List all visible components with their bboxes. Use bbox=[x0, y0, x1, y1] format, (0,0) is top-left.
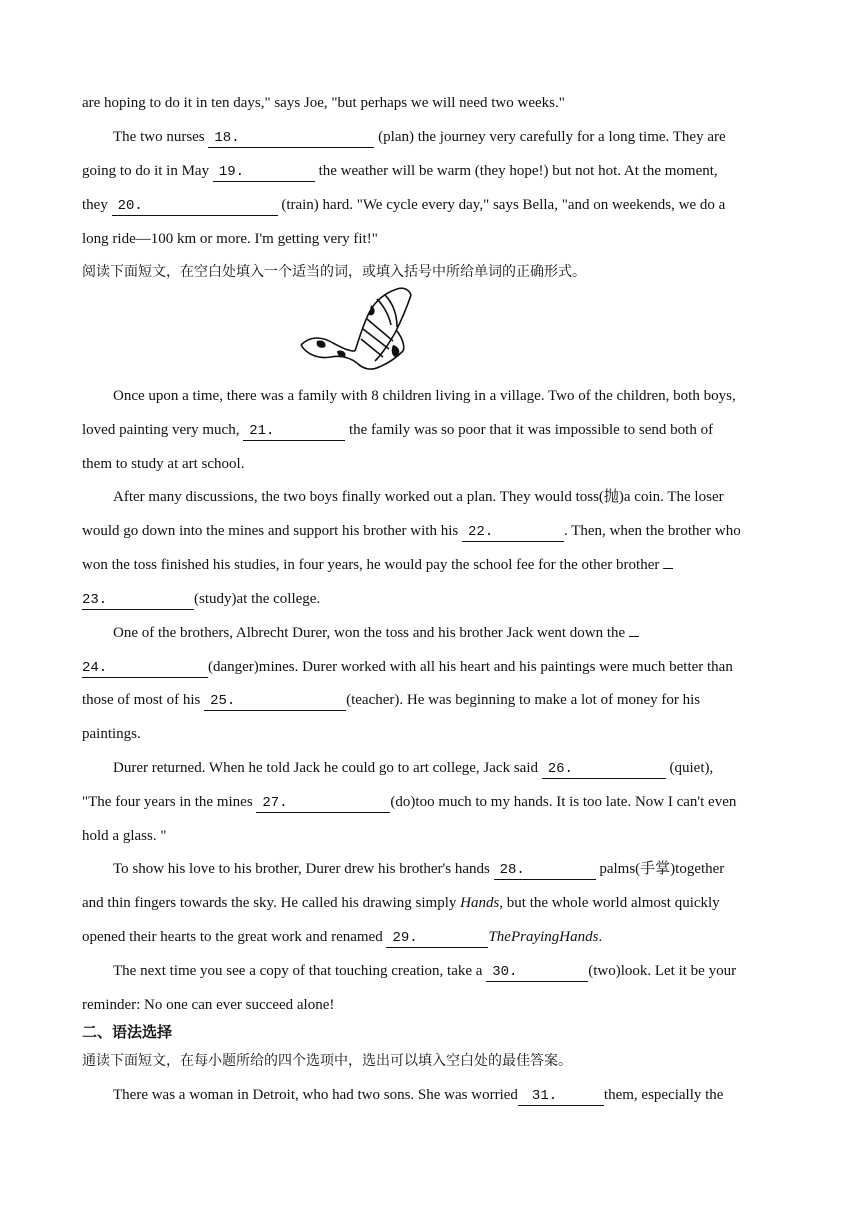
blank-23[interactable]: 23. bbox=[82, 591, 194, 610]
text: won the toss finished his studies, in four years, he would pay the school fee for the other brother bbox=[82, 557, 664, 573]
text: those of most of his bbox=[82, 692, 205, 708]
blank-28[interactable]: 28. bbox=[494, 861, 596, 880]
text: hold a glass. " bbox=[82, 828, 167, 844]
blank-22[interactable]: 22. bbox=[462, 523, 564, 542]
text: To show his love to his brother, Durer drew his brother's hands bbox=[113, 861, 494, 877]
text: loved painting very much, bbox=[82, 422, 244, 438]
blank-20[interactable]: 20. bbox=[112, 197, 278, 216]
text: the family was so poor that it was impossible to send both of bbox=[345, 422, 714, 438]
text: (plan) the journey very carefully for a long time. They are bbox=[374, 129, 726, 145]
italic-title: Hands bbox=[460, 895, 500, 911]
blank-23-start bbox=[663, 568, 673, 569]
text-line bbox=[113, 127, 726, 148]
text: One of the brothers, Albrecht Durer, won the toss and his brother Jack went down the bbox=[113, 625, 629, 641]
text: opened their hearts to the great work and renamed bbox=[82, 929, 387, 945]
text: , but the whole world almost quickly bbox=[499, 895, 720, 911]
text: Durer returned. When he told Jack he could go to art college, Jack said bbox=[113, 760, 542, 776]
text-line bbox=[113, 961, 736, 982]
instruction-text bbox=[82, 1051, 572, 1071]
text-line bbox=[82, 792, 736, 813]
text-line bbox=[82, 161, 718, 182]
text: palms(手掌)together bbox=[595, 861, 725, 877]
blank-24-start bbox=[629, 636, 639, 637]
blank-29[interactable]: 29. bbox=[386, 929, 488, 948]
text: . bbox=[598, 929, 603, 945]
blank-19[interactable]: 19. bbox=[213, 163, 315, 182]
text-line bbox=[82, 690, 700, 711]
text-line bbox=[82, 195, 725, 216]
text-line bbox=[82, 420, 713, 441]
text-line bbox=[82, 657, 733, 678]
text: 通读下面短文，在每小题所给的四个选项中，选出可以填入空白处的最佳答案。 bbox=[82, 1053, 572, 1069]
text-line bbox=[82, 229, 378, 249]
text-line bbox=[113, 623, 639, 643]
text-line bbox=[82, 927, 602, 948]
text: and thin fingers towards the sky. He called his drawing simply bbox=[82, 895, 461, 911]
text-line bbox=[82, 555, 673, 575]
section-heading bbox=[82, 1022, 172, 1042]
text: paintings. bbox=[82, 726, 141, 742]
text: (do)too much to my hands. It is too late. Now I can't even bbox=[390, 794, 737, 810]
text: going to do it in May bbox=[82, 163, 213, 179]
text-line bbox=[82, 995, 334, 1015]
blank-18[interactable]: 18. bbox=[208, 129, 374, 148]
text: would go down into the mines and support his brother with his bbox=[82, 523, 462, 539]
text: reminder: No one can ever succeed alone! bbox=[82, 997, 335, 1013]
blank-26[interactable]: 26. bbox=[542, 760, 666, 779]
text: (quiet), bbox=[665, 760, 714, 776]
text: The two nurses bbox=[113, 129, 209, 145]
text-line bbox=[82, 589, 320, 610]
text: them to study at art school. bbox=[82, 456, 245, 472]
text: Once upon a time, there was a family with 8 children living in a village. Two of the children, both boys, bbox=[113, 388, 736, 404]
text: "The four years in the mines bbox=[82, 794, 257, 810]
text-line bbox=[113, 487, 724, 507]
text: The next time you see a copy of that touching creation, take a bbox=[113, 963, 487, 979]
text-line bbox=[113, 859, 724, 880]
text: 阅读下面短文，在空白处填入一个适当的词，或填入括号中所给单词的正确形式。 bbox=[82, 264, 586, 280]
italic-title: ThePrayingHands bbox=[488, 929, 599, 945]
text: them, especially the bbox=[603, 1087, 724, 1103]
blank-25[interactable]: 25. bbox=[204, 692, 346, 711]
text: the weather will be warm (they hope!) but not hot. At the moment, bbox=[314, 163, 718, 179]
text-line bbox=[113, 1085, 723, 1106]
text: (danger)mines. Durer worked with all his heart and his paintings were much better than bbox=[208, 659, 733, 675]
text-line bbox=[113, 758, 713, 779]
text: . Then, when the brother who bbox=[563, 523, 741, 539]
text: 二、语法选择 bbox=[82, 1023, 173, 1041]
text-line bbox=[113, 386, 736, 406]
text-line bbox=[82, 521, 741, 542]
text: (train) hard. "We cycle every day," says Bella, "and on weekends, we do a bbox=[277, 197, 726, 213]
text-line bbox=[82, 724, 141, 744]
text: (teacher). He was beginning to make a lot of money for his bbox=[346, 692, 701, 708]
text-line bbox=[82, 93, 565, 113]
text: After many discussions, the two boys finally worked out a plan. They would toss(抛)a coin. The loser bbox=[113, 489, 724, 505]
text: (two)look. Let it be your bbox=[588, 963, 737, 979]
text: There was a woman in Detroit, who had two sons. She was worried bbox=[113, 1087, 518, 1103]
text: are hoping to do it in ten days," says Joe, "but perhaps we will need two weeks." bbox=[82, 95, 565, 111]
text: they bbox=[82, 197, 112, 213]
praying-hands-icon bbox=[297, 285, 419, 377]
text-line bbox=[82, 893, 720, 913]
blank-31[interactable]: 31. bbox=[518, 1087, 604, 1106]
text: (study)at the college. bbox=[194, 591, 321, 607]
blank-21[interactable]: 21. bbox=[243, 422, 345, 441]
blank-24[interactable]: 24. bbox=[82, 659, 208, 678]
blank-27[interactable]: 27. bbox=[256, 794, 390, 813]
instruction-text bbox=[82, 262, 586, 282]
blank-30[interactable]: 30. bbox=[486, 963, 588, 982]
text: long ride—100 km or more. I'm getting very fit!" bbox=[82, 231, 378, 247]
text-line bbox=[82, 454, 244, 474]
text-line bbox=[82, 826, 166, 846]
